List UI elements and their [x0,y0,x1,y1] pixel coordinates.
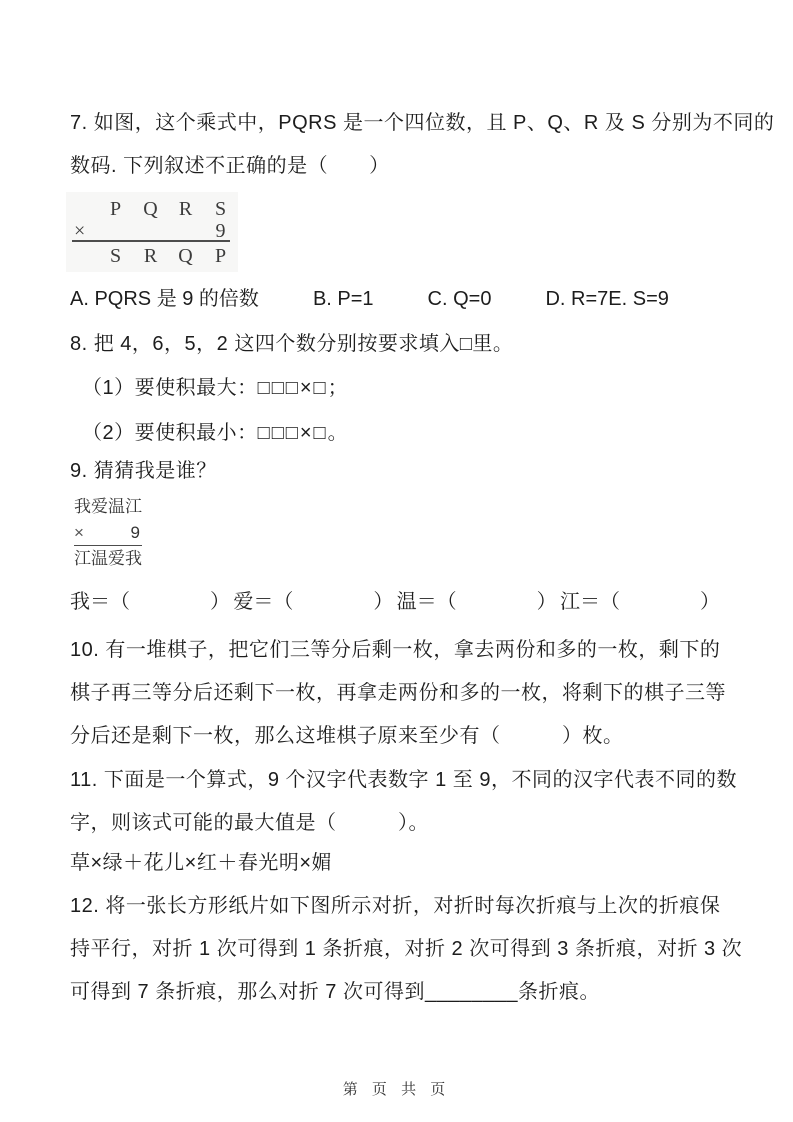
q7-mult-product-row [72,245,230,267]
q7-mult-operand-row [72,198,230,220]
q7-option-b: B. P=1 [312,288,374,310]
q9-equals-blanks-row [70,581,720,624]
q7-product-s: S [109,245,122,267]
q8-part1-label: （1）要使积最大： [82,377,258,399]
q7-mult-multiplier-row [72,220,230,242]
q7-digit-s: S [214,198,227,220]
q9-blank-jiang: 江＝（ ） [559,591,720,613]
q8-part2-end: 。 [327,422,349,444]
q9-blank-wen: 温＝（ ） [396,591,557,613]
q7-option-a: A. PQRS 是 9 的倍数 [70,288,259,310]
q8-part1-end: ； [327,377,349,399]
q10-stem-line2: 棋子再三等分后还剩下一枚，再拿走两份和多的一枚，将剩下的棋子三等 [70,682,726,704]
q7-digit-r: R [178,198,193,220]
q8-part2-label: （2）要使积最小： [82,422,258,444]
q11-stem-line2: 字，则该式可能的最大值是（ ）。 [70,812,429,834]
q8-part2 [70,412,733,455]
q8-part1-boxes: □□□×□ [257,377,328,399]
q7-multiplication-figure [66,192,238,272]
q7-options-row [70,278,733,321]
q9-multiplier-row [74,520,142,546]
multiply-sign: × [74,523,84,542]
q10-stem-line3: 分后还是剩下一枚，那么这堆棋子原来至少有（ ）枚。 [70,725,624,747]
q7-product-q: Q [178,245,193,267]
q7-digit-q: Q [143,198,158,220]
q8-part2-boxes: □□□×□ [257,422,328,444]
q12-stem-line2: 持平行，对折 1 次可得到 1 条折痕，对折 2 次可得到 3 条折痕，对折 3 次 [70,938,743,960]
page-footer: 第 页 共 页 [342,1081,451,1098]
q9-multiplier: 9 [130,523,140,542]
q7-multiplier: 9 [215,220,226,242]
q7-option-d-e: D. R=7E. S=9 [545,288,669,310]
q7-stem-line1: 7. 如图，这个乘式中，PQRS 是一个四位数，且 P、Q、R 及 S 分别为不同的 [70,112,775,134]
q12-stem-line1: 12. 将一张长方形纸片如下图所示对折，对折时每次折痕与上次的折痕保 [70,895,721,917]
q11-stem-line1: 11. 下面是一个算式，9 个汉字代表数字 1 至 9，不同的汉字代表不同的数 [70,769,737,791]
q8-stem: 8. 把 4，6，5，2 这四个数分别按要求填入□里。 [70,333,514,355]
q11-formula: 草×绿＋花儿×红＋春光明×媚 [70,852,333,874]
q7-product-p: P [214,245,227,267]
q7-stem-line2: 数码. 下列叙述不正确的是（ ） [70,155,390,177]
q7-digit-p: P [109,198,122,220]
q10-stem-line1: 10. 有一堆棋子，把它们三等分后剩一枚，拿去两份和多的一枚，剩下的 [70,639,721,661]
q12-stem-line3: 可得到 7 条折痕，那么对折 7 次可得到________条折痕。 [70,981,600,1003]
q9-multiplication-figure [74,494,164,574]
q9-blank-ai: 爱＝（ ） [233,591,394,613]
q7-option-c: C. Q=0 [427,288,492,310]
q9-stem: 9. 猜猜我是谁？ [70,460,217,482]
q8-part1 [70,367,733,410]
q9-product: 江温爱我 [74,549,142,568]
q9-blank-wo: 我＝（ ） [70,591,230,613]
multiply-sign: × [74,220,86,242]
q9-operand: 我爱温江 [74,497,142,516]
q7-product-r: R [143,245,158,267]
